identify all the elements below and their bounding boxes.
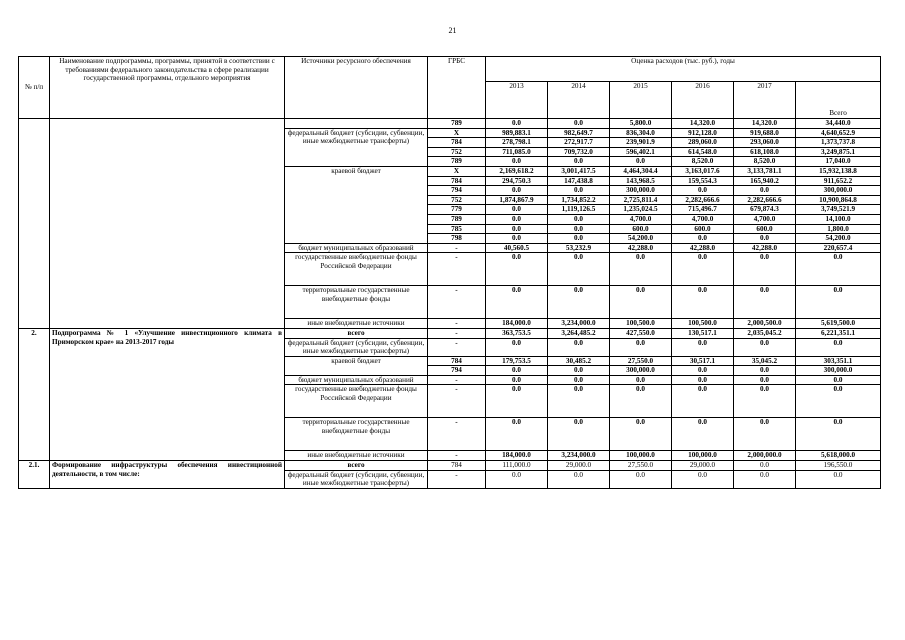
- amount-cell: 711,085.0: [486, 147, 548, 157]
- header-year-2014: 2014: [548, 82, 610, 119]
- grbs-code: -: [428, 319, 486, 329]
- amount-cell: 278,798.1: [486, 138, 548, 148]
- amount-cell: 0.0: [672, 470, 734, 488]
- header-year-2015: 2015: [610, 82, 672, 119]
- amount-cell: 220,657.4: [796, 243, 881, 253]
- amount-cell: 912,128.0: [672, 128, 734, 138]
- amount-cell: 989,883.1: [486, 128, 548, 138]
- funding-source: иные внебюджетные источники: [285, 319, 428, 329]
- amount-cell: 3,234,000.0: [548, 319, 610, 329]
- amount-cell: 100,000.0: [672, 451, 734, 461]
- amount-cell: 2,000,000.0: [734, 451, 796, 461]
- funding-source: иные внебюджетные источники: [285, 451, 428, 461]
- amount-cell: 303,351.1: [796, 356, 881, 366]
- amount-cell: 0.0: [610, 470, 672, 488]
- amount-cell: 30,517.1: [672, 356, 734, 366]
- amount-cell: 0.0: [486, 366, 548, 376]
- header-num: № п/п: [19, 57, 50, 119]
- amount-cell: 363,753.5: [486, 328, 548, 338]
- amount-cell: 3,234,000.0: [548, 451, 610, 461]
- amount-cell: 4,640,652.9: [796, 128, 881, 138]
- amount-cell: 0.0: [486, 470, 548, 488]
- table-row: [19, 461, 881, 471]
- amount-cell: 2,282,666.6: [734, 195, 796, 205]
- grbs-code: 789: [428, 214, 486, 224]
- funding-source: федеральный бюджет (субсидии, субвенции, иные межбюджетные трансферты): [285, 338, 428, 356]
- amount-cell: 4,700.0: [734, 214, 796, 224]
- amount-cell: 42,288.0: [672, 243, 734, 253]
- amount-cell: 184,000.0: [486, 319, 548, 329]
- amount-cell: 0.0: [548, 224, 610, 234]
- amount-cell: 0.0: [486, 157, 548, 167]
- page-number: 21: [448, 26, 457, 35]
- amount-cell: 0.0: [672, 366, 734, 376]
- grbs-code: 798: [428, 234, 486, 244]
- amount-cell: 1,874,867.9: [486, 195, 548, 205]
- amount-cell: 29,000.0: [672, 461, 734, 471]
- amount-cell: 2,725,811.4: [610, 195, 672, 205]
- amount-cell: 179,753.5: [486, 356, 548, 366]
- row-name: [50, 119, 285, 329]
- amount-cell: 0.0: [734, 385, 796, 418]
- amount-cell: 427,550.0: [610, 328, 672, 338]
- header-name: Наименование подпрограммы, программы, принятой в соответствии с требованиями федерального законодательства в сфере реализации государственной программы, отдельного мероприятия: [50, 57, 285, 119]
- amount-cell: 14,100.0: [796, 214, 881, 224]
- amount-cell: 679,874.3: [734, 205, 796, 215]
- amount-cell: 29,000.0: [548, 461, 610, 471]
- funding-source: бюджет муниципальных образований: [285, 243, 428, 253]
- amount-cell: 27,550.0: [610, 356, 672, 366]
- amount-cell: 54,200.0: [796, 234, 881, 244]
- row-name: Подпрограмма № 1 «Улучшение инвестиционного климата в Приморском крае» на 2013-2017 годы: [50, 328, 285, 460]
- amount-cell: 0.0: [734, 375, 796, 385]
- amount-cell: 0.0: [486, 338, 548, 356]
- amount-cell: 300,000.0: [610, 366, 672, 376]
- amount-cell: 0.0: [548, 366, 610, 376]
- amount-cell: 165,940.2: [734, 176, 796, 186]
- amount-cell: 0.0: [796, 418, 881, 451]
- amount-cell: 0.0: [734, 253, 796, 286]
- amount-cell: 0.0: [548, 470, 610, 488]
- amount-cell: 53,232.9: [548, 243, 610, 253]
- amount-cell: 1,119,126.5: [548, 205, 610, 215]
- funding-source: федеральный бюджет (субсидии, субвенции, иные межбюджетные трансферты): [285, 470, 428, 488]
- amount-cell: 0.0: [734, 461, 796, 471]
- amount-cell: 5,800.0: [610, 119, 672, 129]
- header-total: Всего: [796, 82, 881, 119]
- header-year-2013: 2013: [486, 82, 548, 119]
- amount-cell: 0.0: [734, 338, 796, 356]
- amount-cell: 100,500.0: [672, 319, 734, 329]
- funding-source: [285, 119, 428, 129]
- amount-cell: 0.0: [734, 366, 796, 376]
- header-year-2016: 2016: [672, 82, 734, 119]
- amount-cell: 184,000.0: [486, 451, 548, 461]
- amount-cell: 54,200.0: [610, 234, 672, 244]
- amount-cell: 600.0: [734, 224, 796, 234]
- amount-cell: 0.0: [610, 253, 672, 286]
- amount-cell: 0.0: [548, 157, 610, 167]
- funding-source: территориальные государственные внебюджетные фонды: [285, 286, 428, 319]
- funding-source: федеральный бюджет (субсидии, субвенции, иные межбюджетные трансферты): [285, 128, 428, 166]
- amount-cell: 0.0: [610, 286, 672, 319]
- amount-cell: 300,000.0: [610, 186, 672, 196]
- amount-cell: 40,560.5: [486, 243, 548, 253]
- amount-cell: 34,440.0: [796, 119, 881, 129]
- grbs-code: Х: [428, 166, 486, 176]
- amount-cell: 0.0: [796, 338, 881, 356]
- amount-cell: 0.0: [548, 234, 610, 244]
- amount-cell: 1,800.0: [796, 224, 881, 234]
- grbs-code: 784: [428, 176, 486, 186]
- amount-cell: 0.0: [610, 418, 672, 451]
- amount-cell: 0.0: [548, 186, 610, 196]
- amount-cell: 159,554.3: [672, 176, 734, 186]
- amount-cell: 0.0: [672, 286, 734, 319]
- amount-cell: 0.0: [672, 186, 734, 196]
- amount-cell: 0.0: [548, 286, 610, 319]
- grbs-code: 752: [428, 195, 486, 205]
- amount-cell: 300,000.0: [796, 366, 881, 376]
- amount-cell: 0.0: [486, 234, 548, 244]
- amount-cell: 0.0: [486, 214, 548, 224]
- amount-cell: 0.0: [672, 234, 734, 244]
- grbs-code: 779: [428, 205, 486, 215]
- amount-cell: 836,304.0: [610, 128, 672, 138]
- row-name: Формирование инфраструктуры обеспечения инвестиционной деятельности, в том числе:: [50, 461, 285, 489]
- funding-source: краевой бюджет: [285, 166, 428, 243]
- amount-cell: 0.0: [548, 375, 610, 385]
- amount-cell: 0.0: [486, 385, 548, 418]
- amount-cell: 289,060.0: [672, 138, 734, 148]
- grbs-code: -: [428, 243, 486, 253]
- amount-cell: 6,221,351.1: [796, 328, 881, 338]
- amount-cell: 919,688.0: [734, 128, 796, 138]
- header-year-2017: 2017: [734, 82, 796, 119]
- amount-cell: 0.0: [796, 253, 881, 286]
- amount-cell: 27,550.0: [610, 461, 672, 471]
- row-number: [19, 119, 50, 329]
- table-row: [19, 119, 881, 129]
- amount-cell: 0.0: [548, 253, 610, 286]
- funding-source: краевой бюджет: [285, 356, 428, 375]
- amount-cell: 3,749,521.9: [796, 205, 881, 215]
- amount-cell: 0.0: [548, 214, 610, 224]
- grbs-code: -: [428, 286, 486, 319]
- amount-cell: 709,732.0: [548, 147, 610, 157]
- amount-cell: 0.0: [486, 224, 548, 234]
- amount-cell: 3,133,781.1: [734, 166, 796, 176]
- amount-cell: 4,464,304.4: [610, 166, 672, 176]
- amount-cell: 3,264,485.2: [548, 328, 610, 338]
- amount-cell: 294,750.3: [486, 176, 548, 186]
- amount-cell: 0.0: [672, 375, 734, 385]
- grbs-code: 785: [428, 224, 486, 234]
- amount-cell: 15,932,138.8: [796, 166, 881, 176]
- header-source: Источники ресурсного обеспечения: [285, 57, 428, 119]
- amount-cell: 911,652.2: [796, 176, 881, 186]
- amount-cell: 14,320.0: [672, 119, 734, 129]
- grbs-code: -: [428, 451, 486, 461]
- amount-cell: 0.0: [734, 418, 796, 451]
- table-row: [19, 328, 881, 338]
- grbs-code: 794: [428, 366, 486, 376]
- amount-cell: 0.0: [486, 418, 548, 451]
- amount-cell: 111,000.0: [486, 461, 548, 471]
- amount-cell: 300,000.0: [796, 186, 881, 196]
- amount-cell: 0.0: [672, 338, 734, 356]
- amount-cell: 0.0: [610, 375, 672, 385]
- amount-cell: 0.0: [610, 385, 672, 418]
- amount-cell: 0.0: [734, 234, 796, 244]
- amount-cell: 3,249,875.1: [796, 147, 881, 157]
- funding-source: всего: [285, 461, 428, 471]
- amount-cell: 2,169,618.2: [486, 166, 548, 176]
- amount-cell: 272,917.7: [548, 138, 610, 148]
- amount-cell: 0.0: [548, 418, 610, 451]
- grbs-code: -: [428, 328, 486, 338]
- amount-cell: 100,000.0: [610, 451, 672, 461]
- amount-cell: 0.0: [796, 286, 881, 319]
- row-number: 2.1.: [19, 461, 50, 489]
- table-header: [19, 57, 881, 119]
- amount-cell: 35,045.2: [734, 356, 796, 366]
- amount-cell: 0.0: [486, 205, 548, 215]
- amount-cell: 0.0: [548, 119, 610, 129]
- amount-cell: 5,619,500.0: [796, 319, 881, 329]
- grbs-code: -: [428, 470, 486, 488]
- amount-cell: 0.0: [486, 119, 548, 129]
- funding-source: государственные внебюджетные фонды Российской Федерации: [285, 385, 428, 418]
- grbs-code: -: [428, 375, 486, 385]
- amount-cell: 0.0: [486, 286, 548, 319]
- amount-cell: 715,496.7: [672, 205, 734, 215]
- grbs-code: 789: [428, 157, 486, 167]
- amount-cell: 600.0: [672, 224, 734, 234]
- amount-cell: 0.0: [672, 253, 734, 286]
- amount-cell: 14,320.0: [734, 119, 796, 129]
- amount-cell: 0.0: [796, 470, 881, 488]
- funding-source: территориальные государственные внебюджетные фонды: [285, 418, 428, 451]
- amount-cell: 600.0: [610, 224, 672, 234]
- amount-cell: 0.0: [734, 470, 796, 488]
- amount-cell: 5,618,000.0: [796, 451, 881, 461]
- amount-cell: 2,035,045.2: [734, 328, 796, 338]
- grbs-code: 752: [428, 147, 486, 157]
- amount-cell: 3,001,417.5: [548, 166, 610, 176]
- amount-cell: 0.0: [734, 186, 796, 196]
- amount-cell: 196,550.0: [796, 461, 881, 471]
- amount-cell: 0.0: [486, 253, 548, 286]
- funding-source: бюджет муниципальных образований: [285, 375, 428, 385]
- amount-cell: 0.0: [672, 385, 734, 418]
- amount-cell: 0.0: [672, 418, 734, 451]
- amount-cell: 8,520.0: [734, 157, 796, 167]
- amount-cell: 1,373,737.8: [796, 138, 881, 148]
- grbs-code: 784: [428, 356, 486, 366]
- amount-cell: 8,520.0: [672, 157, 734, 167]
- amount-cell: 2,000,500.0: [734, 319, 796, 329]
- amount-cell: 10,900,864.8: [796, 195, 881, 205]
- amount-cell: 143,968.5: [610, 176, 672, 186]
- table-body: [19, 119, 881, 489]
- amount-cell: 0.0: [548, 385, 610, 418]
- funding-source: государственные внебюджетные фонды Российской Федерации: [285, 253, 428, 286]
- amount-cell: 1,235,024.5: [610, 205, 672, 215]
- amount-cell: 130,517.1: [672, 328, 734, 338]
- amount-cell: 30,485.2: [548, 356, 610, 366]
- header-grbs: ГРБС: [428, 57, 486, 119]
- amount-cell: 17,040.0: [796, 157, 881, 167]
- amount-cell: 42,288.0: [610, 243, 672, 253]
- grbs-code: -: [428, 385, 486, 418]
- amount-cell: 42,288.0: [734, 243, 796, 253]
- grbs-code: -: [428, 338, 486, 356]
- funding-source: всего: [285, 328, 428, 338]
- amount-cell: 4,700.0: [610, 214, 672, 224]
- amount-cell: 3,163,017.6: [672, 166, 734, 176]
- grbs-code: 784: [428, 138, 486, 148]
- amount-cell: 0.0: [610, 338, 672, 356]
- amount-cell: 0.0: [486, 375, 548, 385]
- amount-cell: 100,500.0: [610, 319, 672, 329]
- amount-cell: 2,282,666.6: [672, 195, 734, 205]
- grbs-code: 794: [428, 186, 486, 196]
- amount-cell: 596,402.1: [610, 147, 672, 157]
- header-estimate: Оценка расходов (тыс. руб.), годы: [486, 57, 881, 82]
- amount-cell: 293,060.0: [734, 138, 796, 148]
- amount-cell: 0.0: [796, 385, 881, 418]
- amount-cell: 982,649.7: [548, 128, 610, 138]
- amount-cell: 147,438.8: [548, 176, 610, 186]
- budget-table: [18, 56, 881, 489]
- row-number: 2.: [19, 328, 50, 460]
- amount-cell: 0.0: [610, 157, 672, 167]
- amount-cell: 0.0: [548, 338, 610, 356]
- grbs-code: 789: [428, 119, 486, 129]
- grbs-code: Х: [428, 128, 486, 138]
- amount-cell: 0.0: [734, 286, 796, 319]
- amount-cell: 618,108.0: [734, 147, 796, 157]
- amount-cell: 239,901.9: [610, 138, 672, 148]
- amount-cell: 1,734,852.2: [548, 195, 610, 205]
- amount-cell: 0.0: [486, 186, 548, 196]
- amount-cell: 4,700.0: [672, 214, 734, 224]
- grbs-code: -: [428, 253, 486, 286]
- amount-cell: 614,548.0: [672, 147, 734, 157]
- amount-cell: 0.0: [796, 375, 881, 385]
- grbs-code: 784: [428, 461, 486, 471]
- grbs-code: -: [428, 418, 486, 451]
